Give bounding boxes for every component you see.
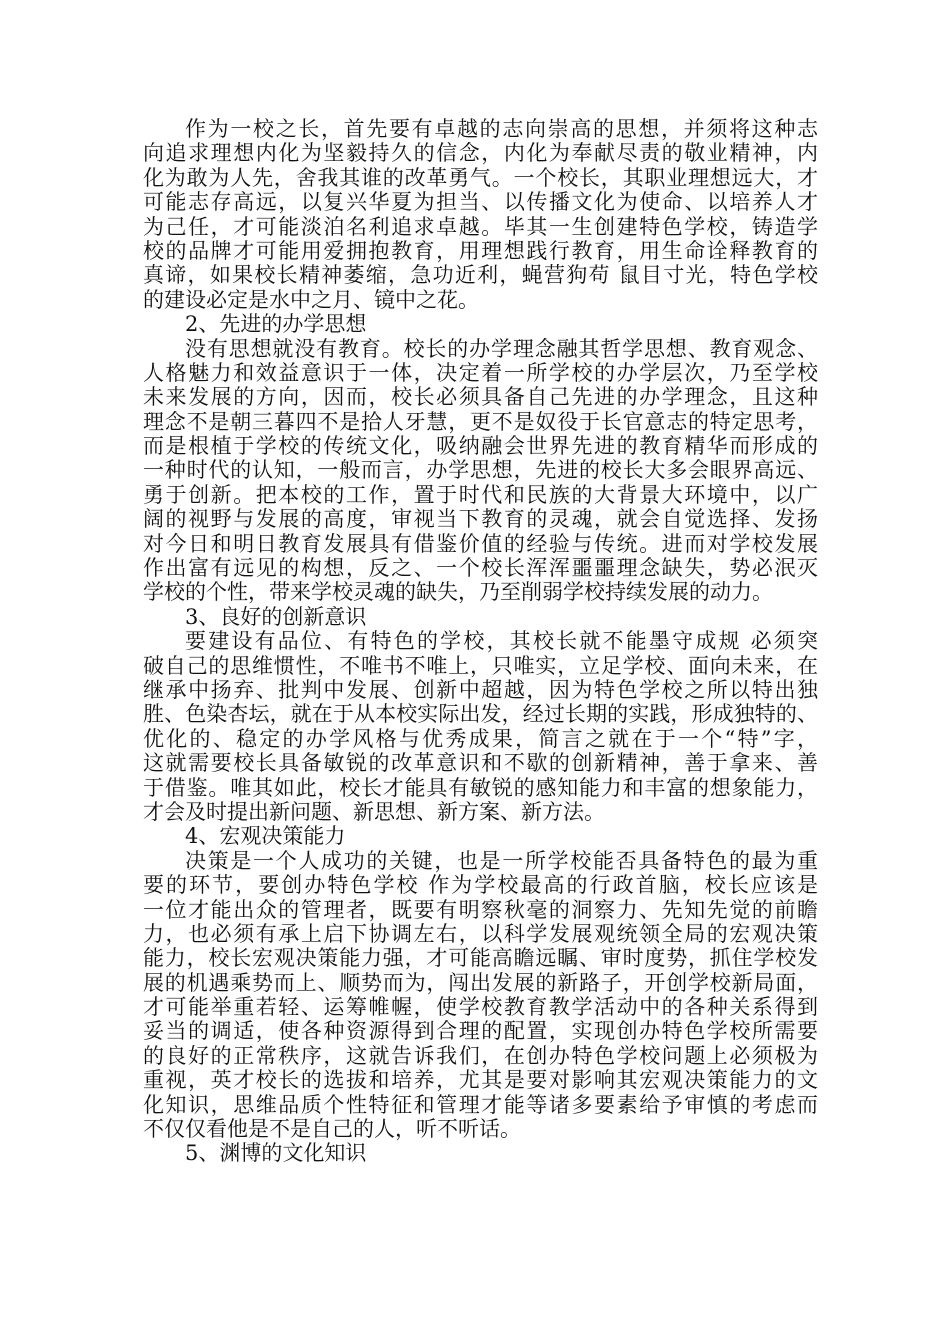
document-body: [143, 117, 818, 1166]
section-heading: 4、宏观决策能力: [185, 824, 346, 849]
paragraph-line: 化为敢为人先，舍我其谁的改革勇气。一个校长，其职业理想远大，才: [143, 165, 818, 190]
body-paragraph: [143, 849, 818, 1142]
paragraph-line: 才可能举重若轻、运筹帷幄，使学校教育教学活动中的各种关系得到: [143, 995, 818, 1020]
paragraph-line: 继承中扬弃、批判中发展、创新中超越，因为特色学校之所以特出独: [143, 677, 818, 702]
paragraph-line: 优化的、稳定的办学风格与优秀成果，简言之就在于一个“特”字，: [143, 726, 818, 751]
paragraph-line: 胜、色染杏坛，就在于从本校实际出发，经过长期的实践，形成独特的、: [143, 702, 818, 727]
body-paragraph: [143, 629, 818, 824]
paragraph-line: 化知识，思维品质个性特征和管理才能等诸多要素给予审慎的考虑而: [143, 1092, 818, 1117]
paragraph-line: 作为一校之长，首先要有卓越的志向崇高的思想，并须将这种志: [185, 117, 818, 141]
paragraph-line: 能力，校长宏观决策能力强，才可能高瞻远瞩、审时度势，抓住学校发: [143, 946, 818, 971]
section-heading: 5、渊博的文化知识: [185, 1141, 367, 1166]
paragraph-line: 于借鉴。唯其如此，校长才能具有敏锐的感知能力和丰富的想象能力，: [143, 775, 818, 800]
paragraph-line: 不仅仅看他是不是自己的人，听不听话。: [143, 1117, 521, 1142]
paragraph-line: 理念不是朝三暮四不是拾人牙慧，更不是奴役于长官意志的特定思考，: [143, 409, 818, 434]
paragraph-line: 可能志存高远，以复兴华夏为担当、以传播文化为使命、以培养人才: [143, 190, 818, 215]
paragraph-line: 阔的视野与发展的高度，审视当下教育的灵魂，就会自觉选择、发扬: [143, 507, 818, 532]
paragraph-line: 作出富有远见的构想，反之、一个校长浑浑噩噩理念缺失，势必泯灭: [143, 556, 818, 581]
paragraph-line: 力，也必须有承上启下协调左右，以科学发展观统领全局的宏观决策: [143, 921, 818, 946]
paragraph-line: 才会及时提出新问题、新思想、新方案、新方法。: [143, 799, 605, 824]
paragraph-line: 的建设必定是水中之月、镜中之花。: [143, 287, 479, 312]
paragraph-line: 学校的个性，带来学校灵魂的缺失，乃至削弱学校持续发展的动力。: [143, 580, 773, 605]
paragraph-line: 要的环节，要创办特色学校 作为学校最高的行政首脑，校长应该是: [143, 873, 818, 898]
paragraph-line: 的良好的正常秩序，这就告诉我们，在创办特色学校问题上必须极为: [143, 1043, 818, 1068]
paragraph-line: 破自己的思维惯性，不唯书不唯上，只唯实，立足学校、面向未来，在: [143, 653, 818, 678]
body-paragraph: [143, 337, 818, 605]
body-paragraph: [143, 117, 818, 312]
section-heading: 3、良好的创新意识: [185, 604, 367, 629]
paragraph-line: 向追求理想内化为坚毅持久的信念，内化为奉献尽责的敬业精神，内: [143, 141, 818, 166]
paragraph-line: 未来发展的方向，因而，校长必须具备自己先进的办学理念，且这种: [143, 385, 818, 410]
paragraph-line: 一位才能出众的管理者，既要有明察秋毫的洞察力、先知先觉的前瞻: [143, 897, 818, 922]
paragraph-line: 真谛，如果校长精神萎缩，急功近利，蝇营狗苟 鼠目寸光，特色学校: [143, 263, 818, 288]
paragraph-line: 展的机遇乘势而上、顺势而为，闯出发展的新路子，开创学校新局面，: [143, 970, 818, 995]
paragraph-line: 这就需要校长具备敏锐的改革意识和不歇的创新精神，善于拿来、善: [143, 751, 818, 776]
paragraph-line: 人格魅力和效益意识于一体，决定着一所学校的办学层次，乃至学校: [143, 360, 818, 385]
paragraph-line: 重视，英才校长的选拔和培养，尤其是要对影响其宏观决策能力的文: [143, 1068, 818, 1093]
paragraph-line: 妥当的调适，使各种资源得到合理的配置，实现创办特色学校所需要: [143, 1019, 818, 1044]
paragraph-line: 对今日和明日教育发展具有借鉴价值的经验与传统。进而对学校发展: [143, 531, 818, 556]
paragraph-line: 一种时代的认知，一般而言，办学思想，先进的校长大多会眼界高远、: [143, 458, 818, 483]
section-heading: 2、先进的办学思想: [185, 312, 367, 337]
paragraph-line: 为己任，才可能淡泊名利追求卓越。毕其一生创建特色学校，铸造学: [143, 214, 818, 239]
paragraph-line: 要建设有品位、有特色的学校，其校长就不能墨守成规 必须突: [185, 629, 818, 654]
paragraph-line: 校的品牌才可能用爱拥抱教育，用理想践行教育，用生命诠释教育的: [143, 238, 818, 263]
paragraph-line: 勇于创新。把本校的工作，置于时代和民族的大背景大环境中，以广: [143, 482, 818, 507]
paragraph-line: 而是根植于学校的传统文化，吸纳融会世界先进的教育精华而形成的: [143, 434, 818, 459]
paragraph-line: 决策是一个人成功的关键，也是一所学校能否具备特色的最为重: [185, 848, 818, 873]
paragraph-line: 没有思想就没有教育。校长的办学理念融其哲学思想、教育观念、: [185, 336, 818, 361]
